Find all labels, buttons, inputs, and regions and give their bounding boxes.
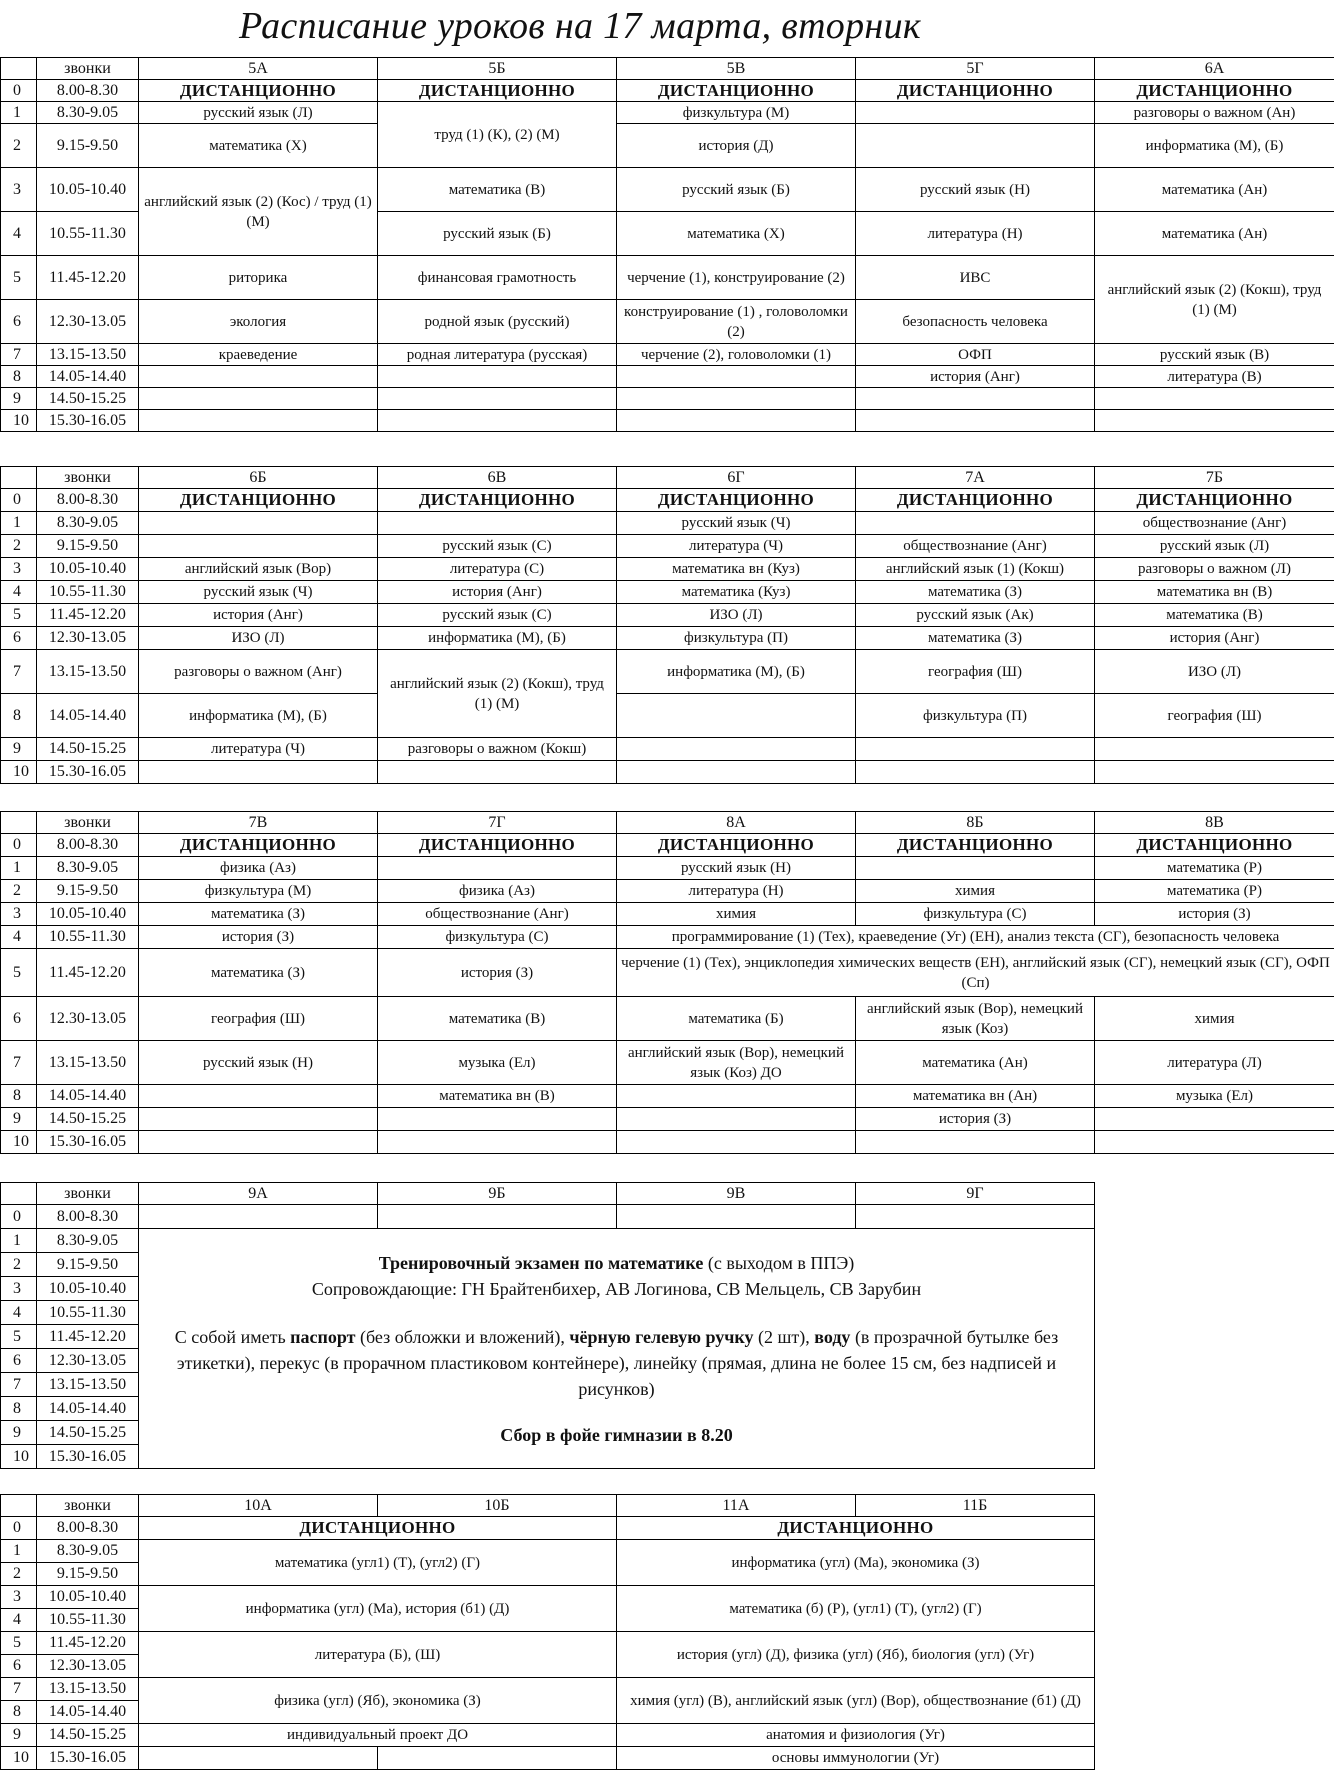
bell-time: 8.30-9.05 [37,1229,139,1253]
bell-time: 8.30-9.05 [37,102,139,124]
bell-time: 11.45-12.20 [37,949,139,997]
lesson-cell: математика (Ан) [1095,168,1334,212]
lesson-cell: обществознание (Анг) [1095,512,1334,535]
lesson-cell: химия [617,903,856,926]
bell-time: 15.30-16.05 [37,761,139,784]
remote-label: ДИСТАНЦИОННО [139,1517,617,1540]
lesson-cell: русский язык (Н) [856,168,1095,212]
bell-time: 13.15-13.50 [37,650,139,694]
bell-time: 13.15-13.50 [37,1678,139,1701]
zvonki-header: звонки [37,812,139,834]
bell-time: 10.05-10.40 [37,1277,139,1301]
class-header: 6Г [617,467,856,489]
lesson-cell: математика (В) [1095,604,1334,627]
bell-time: 11.45-12.20 [37,256,139,300]
lesson-cell: математика (Х) [139,124,378,168]
class-header: 9В [617,1183,856,1205]
lesson-cell: английский язык (2) (Кокш), труд (1) (М) [378,650,617,738]
bell-time: 13.15-13.50 [37,1373,139,1397]
class-header: 10Б [378,1495,617,1517]
lesson-number: 6 [1,627,37,650]
lesson-cell: литература (Н) [856,212,1095,256]
bell-time: 9.15-9.50 [37,880,139,903]
lesson-cell: финансовая грамотность [378,256,617,300]
lesson-cell: труд (1) (К), (2) (М) [378,102,617,168]
lesson-number: 2 [1,124,37,168]
lesson-cell: русский язык (С) [378,535,617,558]
lesson-cell: литература (В) [1095,366,1334,388]
lesson-cell: история (Д) [617,124,856,168]
lesson-number: 0 [1,80,37,102]
bell-time: 8.00-8.30 [37,834,139,857]
class-header: 5В [617,58,856,80]
lesson-cell: безопасность человека [856,300,1095,344]
lesson-cell: математика (З) [856,627,1095,650]
lesson-cell: анатомия и физиология (Уг) [617,1724,1095,1747]
schedule-block-10-11 [0,1494,1095,1770]
bell-time: 15.30-16.05 [37,1131,139,1154]
bell-time: 14.05-14.40 [37,366,139,388]
lesson-number: 9 [1,738,37,761]
remote-label: ДИСТАНЦИОННО [139,80,378,102]
bell-time: 10.55-11.30 [37,581,139,604]
lesson-cell: математика (Х) [617,212,856,256]
lesson-cell: физкультура (С) [378,926,617,949]
class-header: 7В [139,812,378,834]
lesson-number: 0 [1,1205,37,1229]
lesson-cell: физика (угл) (Яб), экономика (З) [139,1678,617,1724]
class-header: 6Б [139,467,378,489]
schedule-block-6b-7b [0,466,1334,784]
lesson-cell: математика (угл1) (Т), (угл2) (Г) [139,1540,617,1586]
schedule-block-5a-6a [0,57,1334,432]
bell-time: 10.05-10.40 [37,558,139,581]
lesson-cell: литература (Л) [1095,1041,1334,1085]
bell-time: 13.15-13.50 [37,344,139,366]
lesson-cell: английский язык (Вор) [139,558,378,581]
merged-lesson-cell: черчение (1) (Тех), энциклопедия химических веществ (ЕН), английский язык (СГ), немецкий язык (СГ), ОФП (Сп) [617,949,1334,997]
lesson-cell: литература (Ч) [617,535,856,558]
lesson-number: 9 [1,1724,37,1747]
lesson-number: 7 [1,344,37,366]
lesson-cell: география (Ш) [1095,694,1334,738]
lesson-number: 8 [1,1701,37,1724]
class-header: 5Г [856,58,1095,80]
remote-label: ДИСТАНЦИОННО [1095,489,1334,512]
lesson-number: 5 [1,949,37,997]
lesson-cell: английский язык (Вор), немецкий язык (Коз) [856,997,1095,1041]
bell-time: 14.50-15.25 [37,1724,139,1747]
lesson-cell: математика (З) [856,581,1095,604]
lesson-number: 3 [1,558,37,581]
bell-time: 14.05-14.40 [37,1701,139,1724]
lesson-cell: русский язык (Б) [378,212,617,256]
exam-gathering: Сбор в фойе гимназии в 8.20 [500,1424,733,1445]
bell-time: 15.30-16.05 [37,1445,139,1469]
lesson-cell: математика (З) [139,903,378,926]
lesson-number: 5 [1,1325,37,1349]
exam-notice [139,1229,1095,1469]
lesson-cell: родной язык (русский) [378,300,617,344]
bell-time: 14.50-15.25 [37,738,139,761]
bell-time: 8.00-8.30 [37,80,139,102]
lesson-cell: математика (Б) [617,997,856,1041]
lesson-number: 6 [1,300,37,344]
lesson-cell: английский язык (2) (Кос) / труд (1) (М) [139,168,378,256]
lesson-number: 5 [1,256,37,300]
lesson-number: 4 [1,926,37,949]
lesson-cell: история (угл) (Д), физика (угл) (Яб), биология (угл) (Уг) [617,1632,1095,1678]
bell-time: 14.05-14.40 [37,1085,139,1108]
bell-time: 11.45-12.20 [37,1632,139,1655]
lesson-number: 8 [1,366,37,388]
lesson-number: 10 [1,1131,37,1154]
lesson-cell: литература (Ч) [139,738,378,761]
lesson-cell: риторика [139,256,378,300]
schedule-block-7v-8v [0,811,1334,1154]
lesson-cell: ОФП [856,344,1095,366]
lesson-number: 0 [1,834,37,857]
lesson-number: 6 [1,1349,37,1373]
lesson-cell: физика (Аз) [378,880,617,903]
lesson-cell: информатика (угл) (Ма), экономика (З) [617,1540,1095,1586]
lesson-cell: русский язык (Н) [139,1041,378,1085]
lesson-cell: разговоры о важном (Анг) [139,650,378,694]
class-header: 6В [378,467,617,489]
lesson-number: 7 [1,1373,37,1397]
class-header: 8А [617,812,856,834]
lesson-number: 9 [1,1108,37,1131]
bell-time: 12.30-13.05 [37,300,139,344]
bell-time: 10.55-11.30 [37,212,139,256]
bell-time: 9.15-9.50 [37,535,139,558]
lesson-cell: география (Ш) [856,650,1095,694]
lesson-cell: ИЗО (Л) [617,604,856,627]
exam-title-suffix: (с выходом в ППЭ) [703,1252,855,1273]
remote-label: ДИСТАНЦИОННО [617,1517,1095,1540]
lesson-number: 8 [1,1397,37,1421]
exam-escorts: Сопровождающие: ГН Брайтенбихер, АВ Логинова, СВ Мельцель, СВ Зарубин [311,1278,922,1299]
lesson-number: 4 [1,581,37,604]
lesson-cell [856,102,1095,124]
bell-time: 14.05-14.40 [37,1397,139,1421]
lesson-cell: физкультура (П) [617,627,856,650]
lesson-number: 6 [1,997,37,1041]
lesson-number: 10 [1,1445,37,1469]
remote-label: ДИСТАНЦИОННО [617,834,856,857]
lesson-cell: математика вн (Куз) [617,558,856,581]
lesson-number: 6 [1,1655,37,1678]
remote-label: ДИСТАНЦИОННО [856,80,1095,102]
lesson-number: 0 [1,1517,37,1540]
lesson-cell: математика (В) [378,168,617,212]
lesson-cell: обществознание (Анг) [378,903,617,926]
lesson-cell: черчение (2), головоломки (1) [617,344,856,366]
bell-time: 12.30-13.05 [37,997,139,1041]
lesson-cell: информатика (М), (Б) [617,650,856,694]
bell-time: 14.50-15.25 [37,1108,139,1131]
class-header: 11Б [856,1495,1095,1517]
lesson-cell: разговоры о важном (Л) [1095,558,1334,581]
lesson-cell: математика (Ан) [1095,212,1334,256]
lesson-cell: математика (Ан) [856,1041,1095,1085]
lesson-cell: родная литература (русская) [378,344,617,366]
lesson-cell: музыка (Ел) [1095,1085,1334,1108]
remote-label: ДИСТАНЦИОННО [856,834,1095,857]
schedule-block-9 [0,1182,1095,1469]
bell-time: 12.30-13.05 [37,1655,139,1678]
bell-time: 11.45-12.20 [37,604,139,627]
bell-time: 8.00-8.30 [37,489,139,512]
lesson-cell: черчение (1), конструирование (2) [617,256,856,300]
exam-requirements: С собой иметь паспорт (без обложки и вложений), чёрную гелевую ручку (2 шт), воду (в прозрачной бутылке без этикетки), перекус (в прорачном пластиковом контейнере), линейку (прямая, длина не более 15 см, без надписей и рисунков) [174,1326,1059,1399]
lesson-cell: математика (Р) [1095,857,1334,880]
lesson-cell: математика вн (В) [1095,581,1334,604]
lesson-cell: русский язык (С) [378,604,617,627]
lesson-cell: история (З) [378,949,617,997]
lesson-cell: история (Анг) [139,604,378,627]
lesson-cell: русский язык (Ак) [856,604,1095,627]
remote-label: ДИСТАНЦИОННО [139,834,378,857]
class-header: 5А [139,58,378,80]
lesson-number: 7 [1,1678,37,1701]
lesson-cell: русский язык (Л) [139,102,378,124]
lesson-cell: русский язык (Б) [617,168,856,212]
lesson-cell: информатика (М), (Б) [1095,124,1334,168]
lesson-number: 4 [1,1301,37,1325]
remote-label: ДИСТАНЦИОННО [378,834,617,857]
class-header: 7Б [1095,467,1334,489]
lesson-cell: математика вн (Ан) [856,1085,1095,1108]
zvonki-header: звонки [37,467,139,489]
lesson-number: 1 [1,857,37,880]
bell-time: 10.05-10.40 [37,168,139,212]
class-header: 9Б [378,1183,617,1205]
bell-time: 8.30-9.05 [37,857,139,880]
lesson-cell: краеведение [139,344,378,366]
class-header: 10А [139,1495,378,1517]
lesson-number: 8 [1,1085,37,1108]
zvonki-header: звонки [37,1495,139,1517]
bell-time: 14.50-15.25 [37,388,139,410]
class-header: 9А [139,1183,378,1205]
lesson-cell: история (Анг) [1095,627,1334,650]
lesson-cell: физика (Аз) [139,857,378,880]
bell-time: 10.05-10.40 [37,1586,139,1609]
lesson-cell: история (З) [139,926,378,949]
lesson-cell: химия (угл) (В), английский язык (угл) (Вор), обществознание (б1) (Д) [617,1678,1095,1724]
class-header: 5Б [378,58,617,80]
class-header: 11А [617,1495,856,1517]
bell-time: 12.30-13.05 [37,1349,139,1373]
bell-time: 9.15-9.50 [37,1253,139,1277]
lesson-cell: музыка (Ел) [378,1041,617,1085]
lesson-cell: разговоры о важном (Ан) [1095,102,1334,124]
lesson-cell: химия [856,880,1095,903]
lesson-cell: русский язык (Н) [617,857,856,880]
lesson-number: 3 [1,168,37,212]
lesson-cell: информатика (М), (Б) [139,694,378,738]
lesson-number: 1 [1,1229,37,1253]
lesson-cell: география (Ш) [139,997,378,1041]
lesson-number: 8 [1,694,37,738]
lesson-number: 5 [1,1632,37,1655]
lesson-cell: математика (б) (Р), (угл1) (Т), (угл2) (Г) [617,1586,1095,1632]
lesson-number: 9 [1,388,37,410]
page-title: Расписание уроков на 17 марта, вторник [239,5,921,47]
lesson-cell: ИЗО (Л) [1095,650,1334,694]
exam-title: Тренировочный экзамен по математике [378,1252,704,1273]
remote-label: ДИСТАНЦИОННО [1095,80,1334,102]
lesson-cell: физкультура (П) [856,694,1095,738]
bell-time: 8.00-8.30 [37,1517,139,1540]
lesson-cell: ИВС [856,256,1095,300]
bell-time: 10.55-11.30 [37,926,139,949]
lesson-cell: информатика (М), (Б) [378,627,617,650]
remote-label: ДИСТАНЦИОННО [1095,834,1334,857]
bell-time: 8.30-9.05 [37,512,139,535]
lesson-cell: история (З) [1095,903,1334,926]
zvonki-header: звонки [37,1183,139,1205]
remote-label: ДИСТАНЦИОННО [139,489,378,512]
lesson-number: 10 [1,1747,37,1770]
lesson-cell: ИЗО (Л) [139,627,378,650]
lesson-cell: русский язык (Ч) [139,581,378,604]
lesson-number: 4 [1,212,37,256]
bell-time: 15.30-16.05 [37,1747,139,1770]
lesson-number: 3 [1,903,37,926]
lesson-cell: конструирование (1) , головоломки (2) [617,300,856,344]
lesson-number: 0 [1,489,37,512]
bell-time: 10.55-11.30 [37,1301,139,1325]
lesson-cell: математика (З) [139,949,378,997]
remote-label: ДИСТАНЦИОННО [856,489,1095,512]
bell-time: 14.50-15.25 [37,1421,139,1445]
bell-time: 8.30-9.05 [37,1540,139,1563]
bell-time: 10.55-11.30 [37,1609,139,1632]
class-header: 6А [1095,58,1334,80]
lesson-cell: литература (Б), (Ш) [139,1632,617,1678]
class-header: 7А [856,467,1095,489]
lesson-cell: русский язык (Л) [1095,535,1334,558]
bell-time: 12.30-13.05 [37,627,139,650]
lesson-cell: основы иммунологии (Уг) [617,1747,1095,1770]
lesson-number: 7 [1,1041,37,1085]
remote-label: ДИСТАНЦИОННО [617,80,856,102]
bell-time: 8.00-8.30 [37,1205,139,1229]
lesson-cell: информатика (угл) (Ма), история (б1) (Д) [139,1586,617,1632]
lesson-cell: литература (С) [378,558,617,581]
lesson-number: 2 [1,1563,37,1586]
lesson-number: 9 [1,1421,37,1445]
lesson-cell: английский язык (Вор), немецкий язык (Коз) ДО [617,1041,856,1085]
remote-label: ДИСТАНЦИОННО [378,489,617,512]
lesson-number: 1 [1,1540,37,1563]
bell-time: 9.15-9.50 [37,1563,139,1586]
lesson-number: 2 [1,880,37,903]
bell-time: 13.15-13.50 [37,1041,139,1085]
class-header: 8В [1095,812,1334,834]
zvonki-header: звонки [37,58,139,80]
bell-time: 10.05-10.40 [37,903,139,926]
lesson-cell: разговоры о важном (Кокш) [378,738,617,761]
lesson-cell: математика вн (В) [378,1085,617,1108]
lesson-cell: математика (Р) [1095,880,1334,903]
lesson-cell: литература (Н) [617,880,856,903]
lesson-cell: история (Анг) [856,366,1095,388]
lesson-cell: английский язык (2) (Кокш), труд (1) (М) [1095,256,1334,344]
lesson-number: 10 [1,761,37,784]
lesson-cell: химия [1095,997,1334,1041]
lesson-number: 2 [1,535,37,558]
lesson-cell [856,124,1095,168]
class-header: 8Б [856,812,1095,834]
merged-lesson-cell: программирование (1) (Тех), краеведение (Уг) (ЕН), анализ текста (СГ), безопасность человека [617,926,1334,949]
lesson-cell: физкультура (М) [139,880,378,903]
lesson-number: 4 [1,1609,37,1632]
bell-time: 14.05-14.40 [37,694,139,738]
lesson-cell: индивидуальный проект ДО [139,1724,617,1747]
lesson-cell: английский язык (1) (Кокш) [856,558,1095,581]
class-header: 9Г [856,1183,1095,1205]
lesson-number: 3 [1,1277,37,1301]
lesson-number: 1 [1,512,37,535]
lesson-number: 10 [1,410,37,432]
lesson-number: 1 [1,102,37,124]
lesson-number: 3 [1,1586,37,1609]
lesson-cell: русский язык (Ч) [617,512,856,535]
remote-label: ДИСТАНЦИОННО [378,80,617,102]
lesson-cell: русский язык (В) [1095,344,1334,366]
lesson-cell: экология [139,300,378,344]
bell-time: 9.15-9.50 [37,124,139,168]
lesson-cell: история (Анг) [378,581,617,604]
lesson-cell: физкультура (М) [617,102,856,124]
lesson-number: 5 [1,604,37,627]
lesson-cell: обществознание (Анг) [856,535,1095,558]
remote-label: ДИСТАНЦИОННО [617,489,856,512]
bell-time: 11.45-12.20 [37,1325,139,1349]
lesson-number: 2 [1,1253,37,1277]
lesson-number: 7 [1,650,37,694]
class-header: 7Г [378,812,617,834]
lesson-cell: история (З) [856,1108,1095,1131]
lesson-cell: математика (Куз) [617,581,856,604]
lesson-cell: физкультура (С) [856,903,1095,926]
bell-time: 15.30-16.05 [37,410,139,432]
lesson-cell: математика (В) [378,997,617,1041]
